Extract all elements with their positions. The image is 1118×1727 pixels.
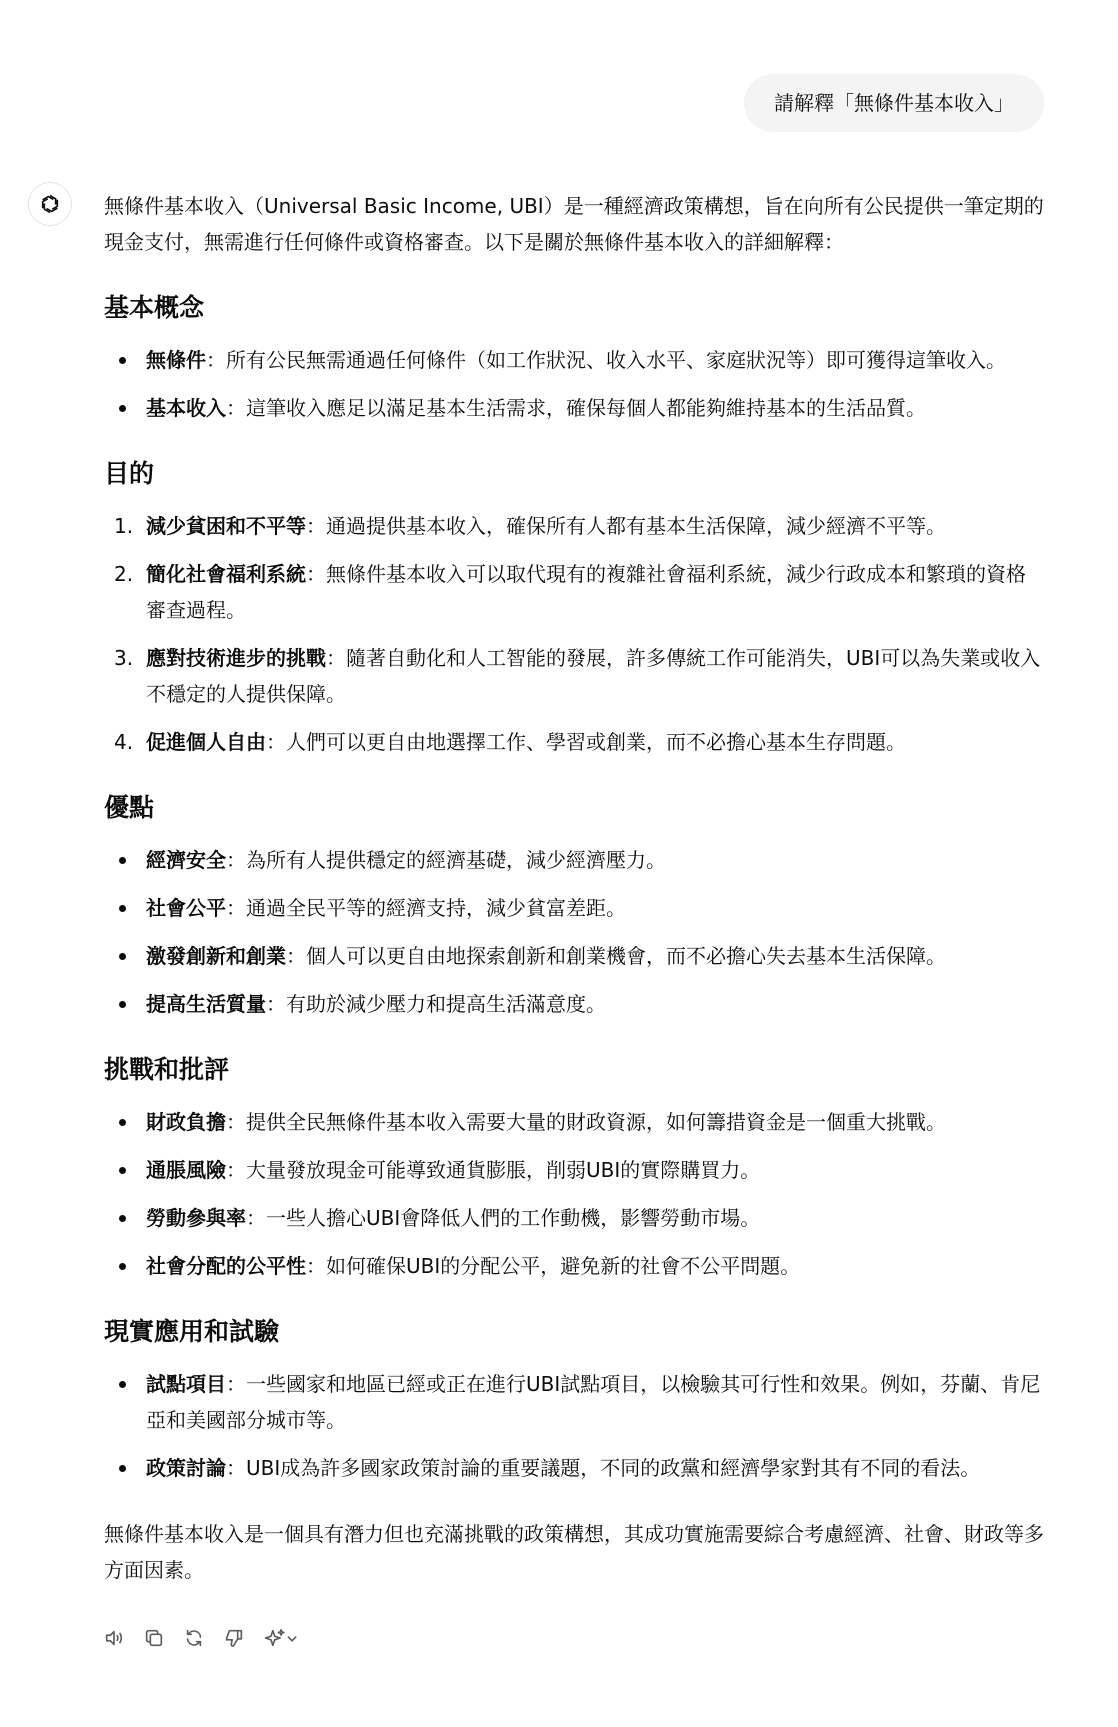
list-item: 提高生活質量：有助於減少壓力和提高生活滿意度。 — [104, 986, 1044, 1022]
list-item: 社會公平：通過全民平等的經濟支持，減少貧富差距。 — [104, 890, 1044, 926]
section-title: 現實應用和試驗 — [104, 1317, 280, 1346]
list-item-text: 這筆收入應足以滿足基本生活需求，確保每個人都能夠維持基本的生活品質。 — [246, 396, 926, 420]
list-item: 社會分配的公平性：如何確保UBI的分配公平，避免新的社會不公平問題。 — [104, 1248, 1044, 1284]
list-item-term: 簡化社會福利系統 — [146, 562, 306, 586]
openai-logo-icon — [28, 182, 72, 226]
list-item-term: 基本收入 — [146, 396, 226, 420]
list-item-text: 大量發放現金可能導致通貨膨脹，削弱UBI的實際購買力。 — [246, 1158, 761, 1182]
section-title: 基本概念 — [104, 293, 205, 322]
section-title: 目的 — [104, 459, 155, 488]
list-item: 無條件：所有公民無需通過任何條件（如工作狀況、收入水平、家庭狀況等）即可獲得這筆收入。 — [104, 342, 1044, 378]
list-item: 3. 應對技術進步的挑戰：隨著自動化和人工智能的發展，許多傳統工作可能消失，UBI可以為失業或收入不穩定的人提供保障。 — [104, 640, 1044, 712]
list-item: 2. 簡化社會福利系統：無條件基本收入可以取代現有的複雜社會福利系統，減少行政成本和繁瑣的資格審查過程。 — [104, 556, 1044, 628]
list-item-term: 無條件 — [146, 348, 206, 372]
assistant-conclusion: 無條件基本收入是一個具有潛力但也充滿挑戰的政策構想，其成功實施需要綜合考慮經濟、社會、財政等多方面因素。 — [104, 1522, 1044, 1582]
list-number: 3. — [114, 646, 134, 670]
copy-icon[interactable] — [140, 1624, 168, 1652]
list-item-term: 提高生活質量 — [146, 992, 266, 1016]
list-item-text: 為所有人提供穩定的經濟基礎，減少經濟壓力。 — [246, 848, 666, 872]
list-item-text: 一些國家和地區已經或正在進行UBI試點項目，以檢驗其可行性和效果。例如，芬蘭、肯尼亞和美國部分城市等。 — [146, 1372, 1041, 1432]
bullet-list — [104, 1104, 1044, 1284]
user-message-bubble: 請解釋「無條件基本收入」 — [744, 74, 1044, 132]
list-item-term: 政策討論 — [146, 1456, 226, 1480]
section-title: 挑戰和批評 — [104, 1055, 230, 1084]
list-item-term: 應對技術進步的挑戰 — [146, 646, 326, 670]
list-item-text: 有助於減少壓力和提高生活滿意度。 — [286, 992, 606, 1016]
list-item-term: 促進個人自由 — [146, 730, 266, 754]
list-number: 1. — [114, 514, 134, 538]
list-item-text: 隨著自動化和人工智能的發展，許多傳統工作可能消失，UBI可以為失業或收入不穩定的人提供保障。 — [146, 646, 1041, 706]
list-number: 2. — [114, 562, 134, 586]
regenerate-icon[interactable] — [180, 1624, 208, 1652]
list-item-text: 如何確保UBI的分配公平，避免新的社會不公平問題。 — [326, 1254, 801, 1278]
list-item: 政策討論：UBI成為許多國家政策討論的重要議題，不同的政黨和經濟學家對其有不同的看法。 — [104, 1450, 1044, 1486]
list-item-text: 一些人擔心UBI會降低人們的工作動機，影響勞動市場。 — [266, 1206, 761, 1230]
list-item-term: 財政負擔 — [146, 1110, 226, 1134]
list-item: 勞動參與率：一些人擔心UBI會降低人們的工作動機，影響勞動市場。 — [104, 1200, 1044, 1236]
list-item-text: 所有公民無需通過任何條件（如工作狀況、收入水平、家庭狀況等）即可獲得這筆收入。 — [226, 348, 1006, 372]
list-item: 1. 減少貧困和不平等：通過提供基本收入，確保所有人都有基本生活保障，減少經濟不平等。 — [104, 508, 1044, 544]
list-item: 4. 促進個人自由：人們可以更自由地選擇工作、學習或創業，而不必擔心基本生存問題。 — [104, 724, 1044, 760]
message-action-bar — [100, 1624, 304, 1652]
list-item-text: 個人可以更自由地探索創新和創業機會，而不必擔心失去基本生活保障。 — [306, 944, 946, 968]
list-item-term: 經濟安全 — [146, 848, 226, 872]
bullet-list — [104, 1366, 1044, 1486]
list-item-text: 無條件基本收入可以取代現有的複雜社會福利系統，減少行政成本和繁瑣的資格審查過程。 — [146, 562, 1026, 622]
list-item: 財政負擔：提供全民無條件基本收入需要大量的財政資源，如何籌措資金是一個重大挑戰。 — [104, 1104, 1044, 1140]
numbered-list — [104, 508, 1044, 760]
model-switch-icon[interactable] — [260, 1624, 304, 1652]
section-title: 優點 — [104, 793, 155, 822]
list-item-term: 勞動參與率 — [146, 1206, 246, 1230]
bullet-list — [104, 342, 1044, 426]
list-item: 通脹風險：大量發放現金可能導致通貨膨脹，削弱UBI的實際購買力。 — [104, 1152, 1044, 1188]
read-aloud-icon[interactable] — [100, 1624, 128, 1652]
list-item: 試點項目：一些國家和地區已經或正在進行UBI試點項目，以檢驗其可行性和效果。例如，芬蘭、肯尼亞和美國部分城市等。 — [104, 1366, 1044, 1438]
list-item-term: 試點項目 — [146, 1372, 226, 1396]
list-item-text: UBI成為許多國家政策討論的重要議題，不同的政黨和經濟學家對其有不同的看法。 — [246, 1456, 981, 1480]
list-number: 4. — [114, 730, 134, 754]
list-item-term: 激發創新和創業 — [146, 944, 286, 968]
list-item-term: 減少貧困和不平等 — [146, 514, 306, 538]
list-item: 基本收入：這筆收入應足以滿足基本生活需求，確保每個人都能夠維持基本的生活品質。 — [104, 390, 1044, 426]
list-item-text: 人們可以更自由地選擇工作、學習或創業，而不必擔心基本生存問題。 — [286, 730, 906, 754]
list-item: 激發創新和創業：個人可以更自由地探索創新和創業機會，而不必擔心失去基本生活保障。 — [104, 938, 1044, 974]
list-item-term: 社會分配的公平性 — [146, 1254, 306, 1278]
list-item-text: 通過提供基本收入，確保所有人都有基本生活保障，減少經濟不平等。 — [326, 514, 946, 538]
list-item-term: 通脹風險 — [146, 1158, 226, 1182]
assistant-intro: 無條件基本收入（Universal Basic Income, UBI）是一種經濟政策構想，旨在向所有公民提供一筆定期的現金支付，無需進行任何條件或資格審查。以下是關於無條件基本收入的詳細解釋： — [104, 194, 1044, 254]
list-item: 經濟安全：為所有人提供穩定的經濟基礎，減少經濟壓力。 — [104, 842, 1044, 878]
thumbs-down-icon[interactable] — [220, 1624, 248, 1652]
list-item-text: 提供全民無條件基本收入需要大量的財政資源，如何籌措資金是一個重大挑戰。 — [246, 1110, 946, 1134]
assistant-message — [104, 188, 1044, 1588]
list-item-term: 社會公平 — [146, 896, 226, 920]
bullet-list — [104, 842, 1044, 1022]
list-item-text: 通過全民平等的經濟支持，減少貧富差距。 — [246, 896, 626, 920]
user-message-row — [744, 74, 1044, 132]
